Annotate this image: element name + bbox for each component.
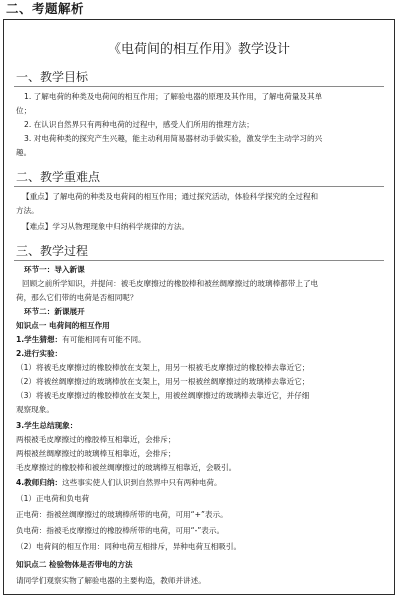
section-heading-process: 三、教学过程 — [16, 244, 89, 258]
section-heading-key-points: 二、教学重难点 — [16, 170, 101, 184]
process-line: 1.学生猜想：有可能相同有可能不同。 — [16, 335, 146, 344]
summary-line: 毛皮摩擦过的橡胶棒和被丝绸摩擦过的玻璃棒互相靠近，会吸引。 — [16, 463, 237, 472]
conclusion-line: （2）电荷间的相互作用：同种电荷互相排斥，异种电荷互相吸引。 — [16, 542, 242, 551]
top-heading: 二、考题解析 — [6, 1, 85, 16]
conclusion-line: （1）正电荷和负电荷 — [16, 494, 90, 503]
goal-line: 3. 对电荷种类的探究产生兴趣，能主动利用简易器材动手做实验，激发学生主动学习的兴 — [24, 134, 323, 143]
experiment-line: 观察现象。 — [16, 405, 54, 414]
section-rule — [14, 186, 384, 187]
goal-line: 2. 在认识自然界只有两种电荷的过程中，感受人们所用的推理方法； — [24, 120, 254, 129]
guess-text: 有可能相同有可能不同。 — [62, 335, 146, 344]
conclusion-text: 这些事实使人们认识到自然界中只有两种电荷。 — [62, 478, 222, 487]
document-title: 《电荷间的相互作用》教学设计 — [107, 42, 290, 57]
key-point-line: 【重点】了解电荷的种类及电荷间的相互作用；通过探究活动，体验科学探究的全过程和 — [22, 192, 319, 201]
document-frame — [3, 19, 395, 595]
knowledge-point-heading: 知识点二 检验物体是否带电的方法 — [16, 560, 133, 569]
section-heading-goals: 一、教学目标 — [16, 70, 89, 84]
process-line: 荷，那么它们带的电荷是否相同呢？ — [16, 293, 138, 302]
conclusion-line: 正电荷：指被丝绸摩擦过的玻璃棒所带的电荷，可用“+”表示。 — [16, 510, 228, 519]
goal-line: 1. 了解电荷的种类及电荷间的相互作用；了解验电器的原理及其作用，了解电荷量及其单 — [24, 92, 323, 101]
conclusion-label: 4.教师归纳： — [16, 478, 63, 487]
summary-line: 两根被毛皮摩擦过的橡胶棒互相靠近，会排斥； — [16, 435, 176, 444]
key-point-line: 【难点】学习从物理现象中归纳科学规律的方法。 — [22, 222, 190, 231]
section-rule — [14, 260, 384, 261]
conclusion-line: 负电荷：指被毛皮摩擦过的橡胶棒所带的电荷，可用“-”表示。 — [16, 526, 225, 535]
process-line: 请同学们观察实物了解验电器的主要构造，教师并讲述。 — [16, 576, 206, 585]
process-line: 2.进行实验： — [16, 349, 63, 358]
experiment-line: （3）将被毛皮摩擦过的橡胶棒放在支架上，用被丝绸摩擦过的玻璃棒去靠近它，并仔细 — [16, 391, 310, 400]
goal-line: 趣。 — [16, 148, 32, 157]
experiment-line: （1）将被毛皮摩擦过的橡胶棒放在支架上，用另一根被毛皮摩擦过的橡胶棒去靠近它； — [16, 363, 310, 372]
goal-line: 位； — [16, 106, 32, 115]
key-point-line: 方法。 — [16, 206, 39, 215]
knowledge-point-heading: 知识点一 电荷间的相互作用 — [16, 321, 110, 330]
process-line: 回顾之前所学知识，并提问：被毛皮摩擦过的橡胶棒和被丝绸摩擦过的玻璃棒都带上了电 — [22, 279, 319, 288]
process-line: 3.学生总结现象： — [16, 421, 78, 430]
summary-line: 两根被丝绸摩擦过的玻璃棒互相靠近，会排斥； — [16, 449, 176, 458]
step-heading: 环节一：导入新课 — [24, 265, 85, 274]
experiment-line: （2）将被丝绸摩擦过的玻璃棒放在支架上，用另一根被丝绸摩擦过的玻璃棒去靠近它； — [16, 377, 310, 386]
section-rule — [14, 86, 384, 87]
step-heading: 环节二：新课展开 — [24, 307, 85, 316]
process-line — [16, 478, 222, 488]
